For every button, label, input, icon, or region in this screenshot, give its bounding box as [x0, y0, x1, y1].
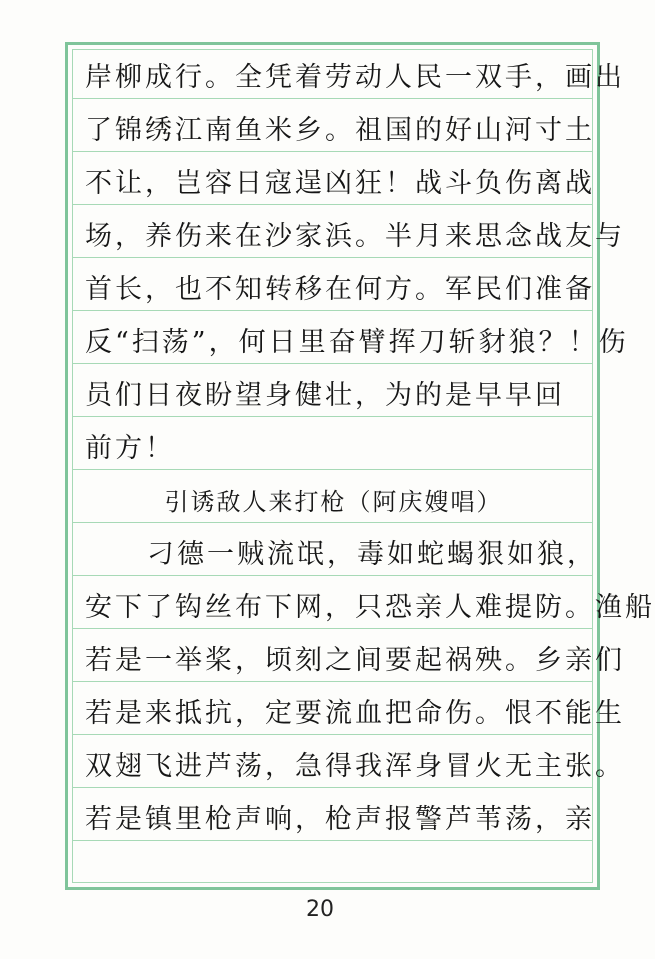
text-line: 若是来抵抗，定要流血把命伤。恨不能生 [85, 698, 625, 729]
section-title: 引诱敌人来打枪（阿庆嫂唱） [164, 488, 503, 516]
notebook-page [65, 42, 655, 890]
ruled-line [73, 257, 592, 258]
ruled-line [73, 787, 592, 788]
ruled-line [73, 681, 592, 682]
ruled-line [73, 151, 592, 152]
text-line: 前方！ [85, 433, 175, 464]
page-number: 20 [306, 897, 334, 922]
text-line: 岸柳成行。全凭着劳动人民一双手，画出 [85, 62, 625, 93]
ruled-line [73, 469, 592, 470]
text-line: 不让，岂容日寇逞凶狂！战斗负伤离战 [85, 168, 595, 199]
ruled-line [73, 363, 592, 364]
text-line: 刁德一贼流氓，毒如蛇蝎狠如狼， [147, 539, 597, 570]
text-line: 了锦绣江南鱼米乡。祖国的好山河寸土 [85, 115, 595, 146]
text-line: 反“扫荡”，何日里奋臂挥刀斩豺狼？！伤 [85, 327, 629, 358]
text-line: 员们日夜盼望身健壮，为的是早早回 [85, 380, 565, 411]
ruled-line [73, 98, 592, 99]
text-line: 首长，也不知转移在何方。军民们准备 [85, 274, 595, 305]
text-line: 场，养伤来在沙家浜。半月来思念战友与 [85, 221, 625, 252]
page-frame [72, 49, 655, 883]
ruled-line [73, 734, 592, 735]
ruled-line [73, 310, 592, 311]
ruled-line [73, 840, 592, 841]
ruled-line [73, 204, 592, 205]
text-line: 双翅飞进芦荡，急得我浑身冒火无主张。 [85, 751, 625, 782]
text-line: 若是一举桨，顷刻之间要起祸殃。乡亲们 [85, 645, 625, 676]
text-line: 若是镇里枪声响，枪声报警芦苇荡，亲 [85, 804, 595, 835]
ruled-line [73, 628, 592, 629]
ruled-line [73, 416, 592, 417]
text-line: 安下了钩丝布下网，只恐亲人难提防。渔船 [85, 592, 655, 623]
ruled-line [73, 575, 592, 576]
ruled-line [73, 522, 592, 523]
